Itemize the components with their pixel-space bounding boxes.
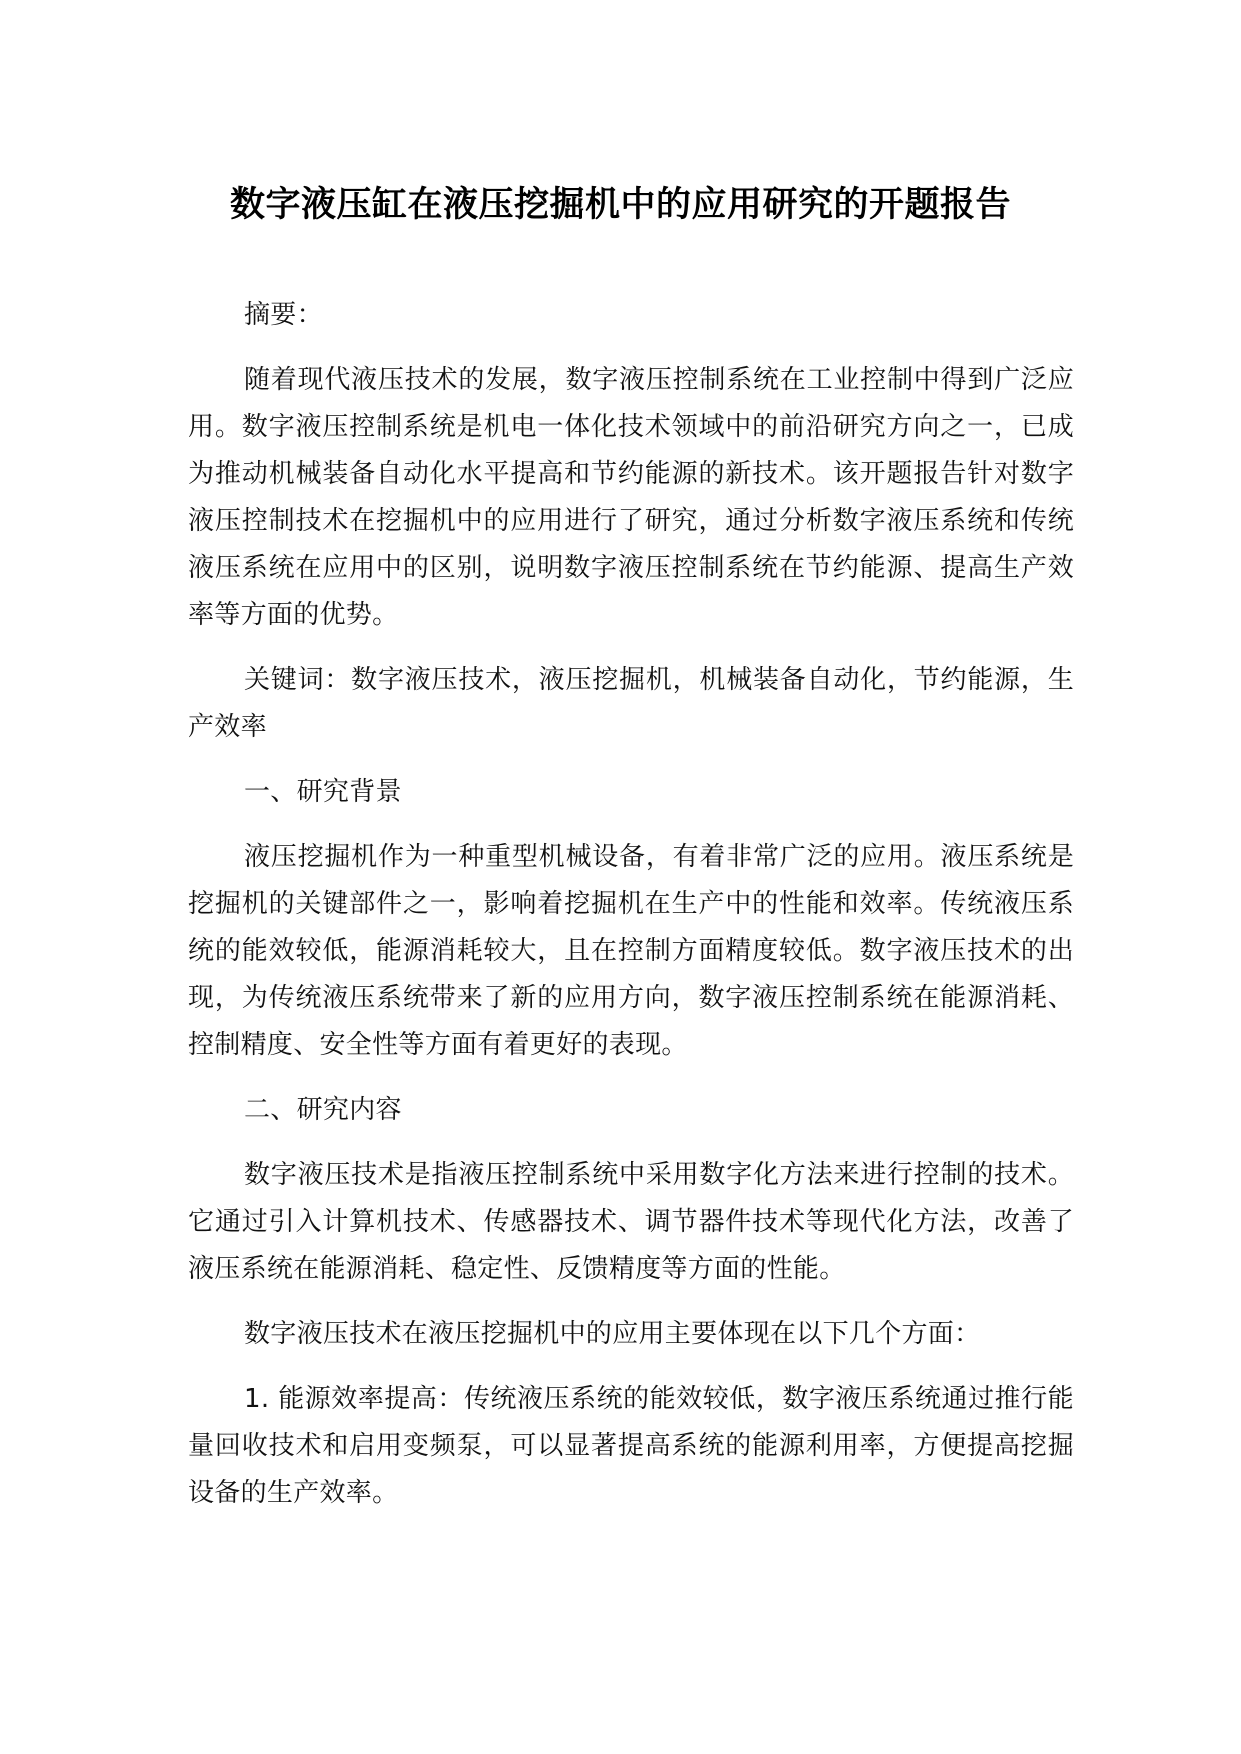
keywords-paragraph: 关键词：数字液压技术，液压挖掘机，机械装备自动化，节约能源，生产效率: [188, 665, 1074, 742]
document-body: [188, 292, 1074, 1535]
section-heading-background: 一、研究背景: [244, 777, 402, 807]
abstract-label: 摘要：: [244, 300, 323, 330]
document-title: 数字液压缸在液压挖掘机中的应用研究的开题报告: [229, 185, 1011, 225]
list-item-energy-efficiency: 1. 能源效率提高：传统液压系统的能效较低，数字液压系统通过推行能量回收技术和启用变频泵，可以显著提高系统的能源利用率，方便提高挖掘设备的生产效率。: [188, 1384, 1074, 1508]
background-paragraph: 液压挖掘机作为一种重型机械设备，有着非常广泛的应用。液压系统是挖掘机的关键部件之一，影响着挖掘机在生产中的性能和效率。传统液压系统的能效较低，能源消耗较大，且在控制方面精度较低。数字液压技术的出现，为传统液压系统带来了新的应用方向，数字液压控制系统在能源消耗、控制精度、安全性等方面有着更好的表现。: [188, 842, 1074, 1060]
content-intro-paragraph: 数字液压技术在液压挖掘机中的应用主要体现在以下几个方面：: [244, 1319, 981, 1349]
content-paragraph: 数字液压技术是指液压控制系统中采用数字化方法来进行控制的技术。它通过引入计算机技术、传感器技术、调节器件技术等现代化方法，改善了液压系统在能源消耗、稳定性、反馈精度等方面的性能。: [188, 1160, 1074, 1284]
section-heading-content: 二、研究内容: [244, 1095, 402, 1125]
abstract-paragraph: 随着现代液压技术的发展，数字液压控制系统在工业控制中得到广泛应用。数字液压控制系统是机电一体化技术领域中的前沿研究方向之一，已成为推动机械装备自动化水平提高和节约能源的新技术。该开题报告针对数字液压控制技术在挖掘机中的应用进行了研究，通过分析数字液压系统和传统液压系统在应用中的区别，说明数字液压控制系统在节约能源、提高生产效率等方面的优势。: [188, 365, 1074, 630]
